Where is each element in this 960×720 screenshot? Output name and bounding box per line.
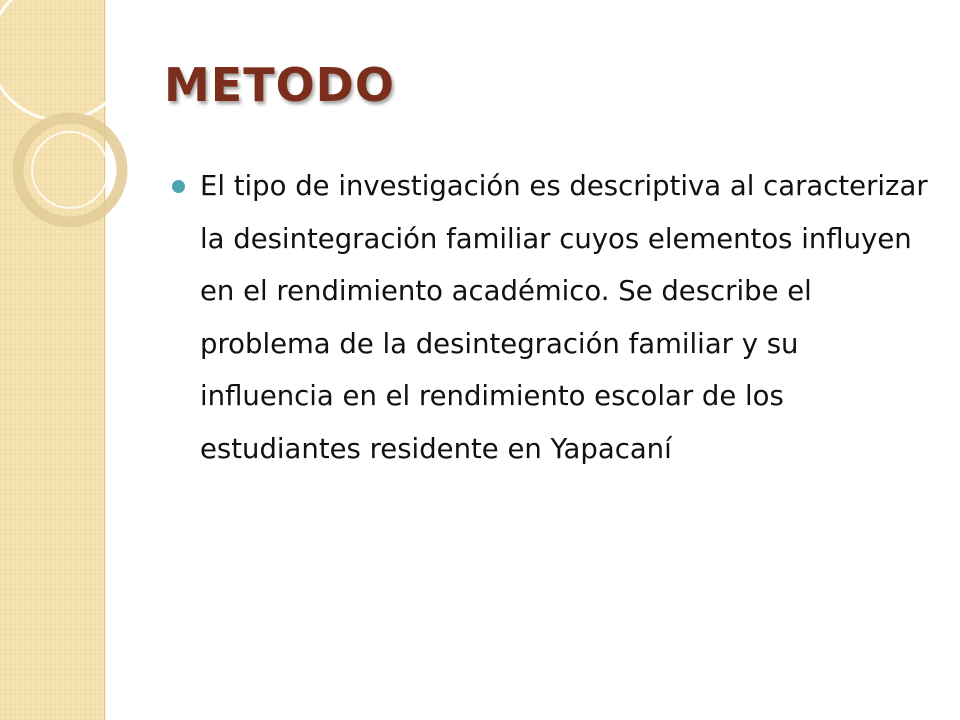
decorative-side-band: [0, 0, 105, 720]
slide-title: METODO: [164, 58, 395, 112]
side-band-edge: [104, 0, 107, 720]
bullet-list: [172, 160, 932, 475]
bullet-item: [172, 160, 932, 475]
bullet-text: El tipo de investigación es descriptiva al caracterizar la desintegración familiar cuyos elementos influyen en el rendimiento académico. Se describe el problema de la desintegración familiar y su influencia en el rendimiento escolar de los estudiantes residente en Yapacaní: [200, 170, 928, 465]
bullet-dot-icon: [172, 180, 185, 193]
